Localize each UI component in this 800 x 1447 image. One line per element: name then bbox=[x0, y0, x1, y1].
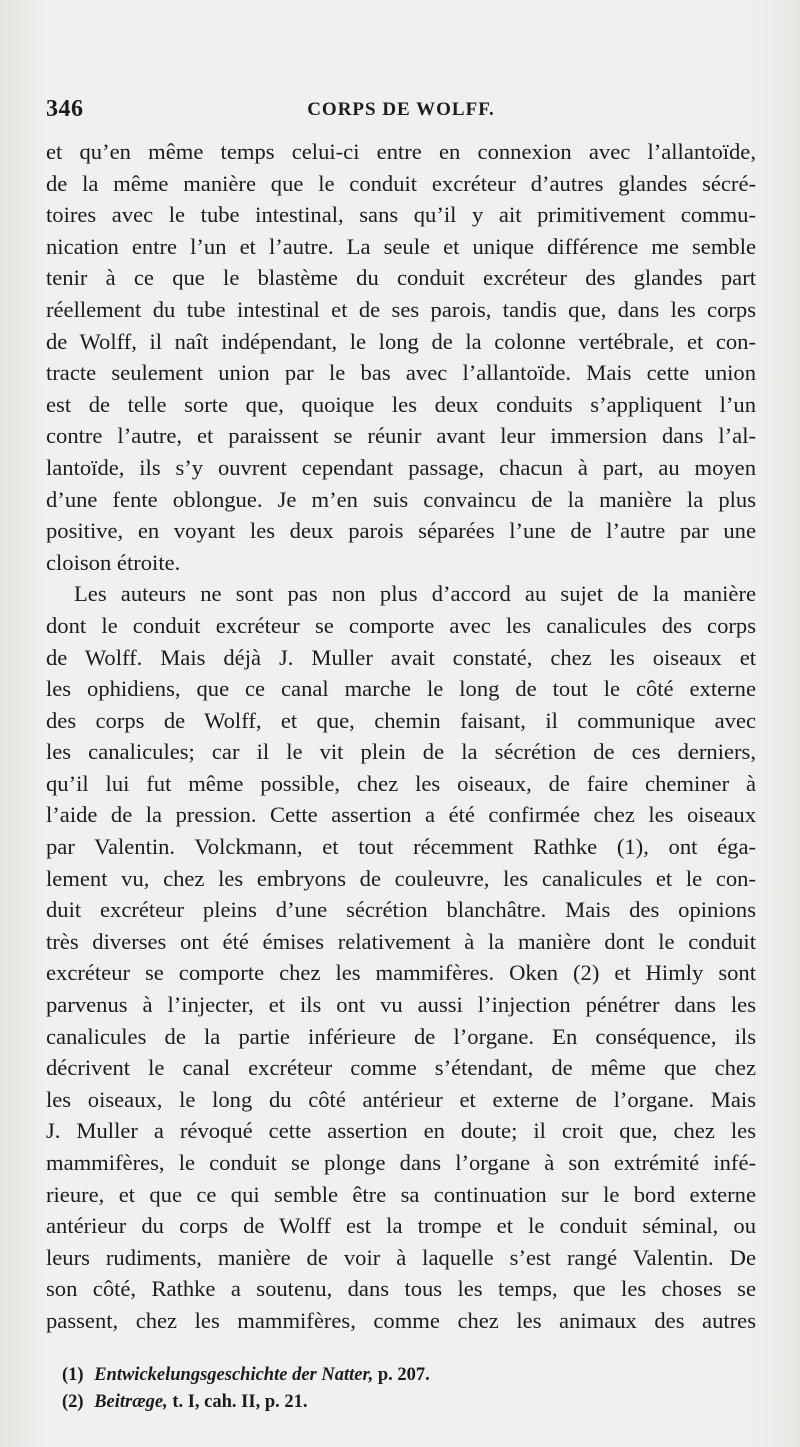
text-line: de Wolff, il naît indépendant, le long de la colonne vertébrale, et con- bbox=[46, 328, 756, 354]
text-line: réellement du tube intestinal et de ses parois, tandis que, dans les corps bbox=[46, 296, 756, 322]
paragraph-start-line: Les auteurs ne sont pas non plus d’accord au sujet de la manière bbox=[74, 581, 756, 607]
text-line: contre l’autre, et paraissent se réunir avant leur immersion dans l’al- bbox=[46, 423, 756, 449]
text-line: très diverses ont été émises relativement à la manière dont le conduit bbox=[46, 928, 756, 954]
text-line: rieure, et que ce qui semble être sa continuation sur le bord externe bbox=[46, 1181, 756, 1207]
text-line: dont le conduit excréteur se comporte avec les canalicules des corps bbox=[46, 612, 756, 638]
footnote-title: Entwickelungsgeschichte der Natter, bbox=[94, 1365, 374, 1385]
text-line: duit excréteur pleins d’une sécrétion blanchâtre. Mais des opinions bbox=[46, 897, 756, 923]
text-line: tracte seulement union par le bas avec l’allantoïde. Mais cette union bbox=[46, 360, 756, 386]
text-line: antérieur du corps de Wolff est la trompe et le conduit séminal, ou bbox=[46, 1213, 756, 1239]
text-line: d’une fente oblongue. Je m’en suis convaincu de la manière la plus bbox=[46, 486, 756, 512]
text-line: nication entre l’un et l’autre. La seule et unique différence me semble bbox=[46, 233, 756, 259]
text-line: de la même manière que le conduit excréteur d’autres glandes sécré- bbox=[46, 170, 756, 196]
page-number: 346 bbox=[46, 96, 84, 122]
text-line: les canalicules; car il le vit plein de la sécrétion de ces derniers, bbox=[46, 739, 756, 765]
text-line: les ophidiens, que ce canal marche le long de tout le côté externe bbox=[46, 676, 756, 702]
text-line: cloison étroite. bbox=[46, 549, 181, 575]
text-line: positive, en voyant les deux parois séparées l’une de l’autre par une bbox=[46, 518, 756, 544]
footnote-ref: t. I, cah. II, p. 21. bbox=[172, 1392, 308, 1412]
text-line: toires avec le tube intestinal, sans qu’il y ait primitivement commu- bbox=[46, 202, 756, 228]
footnote-ref: p. 207. bbox=[377, 1365, 430, 1385]
footnote-mark: (2) bbox=[62, 1392, 84, 1412]
footnote-title: Beitræge, bbox=[94, 1392, 168, 1412]
footnotes bbox=[62, 1362, 752, 1416]
body-text bbox=[46, 136, 756, 1337]
text-line: mammifères, le conduit se plonge dans l’organe à son extrémité infé- bbox=[46, 1150, 756, 1175]
text-line: son côté, Rathke a soutenu, dans tous les temps, que les choses se bbox=[46, 1276, 756, 1302]
text-line: tenir à ce que le blastème du conduit excréteur des glandes part bbox=[46, 265, 756, 291]
text-line: et qu’en même temps celui-ci entre en connexion avec l’allantoïde, bbox=[46, 139, 756, 164]
footnote bbox=[62, 1362, 752, 1389]
text-line: les oiseaux, le long du côté antérieur et externe de l’organe. Mais bbox=[46, 1086, 756, 1112]
text-line: lantoïde, ils s’y ouvrent cependant passage, chacun à part, au moyen bbox=[46, 454, 756, 480]
text-line: de Wolff. Mais déjà J. Muller avait constaté, chez les oiseaux et bbox=[46, 644, 756, 670]
text-line: leurs rudiments, manière de voir à laquelle s’est rangé Valentin. De bbox=[46, 1244, 756, 1270]
footnote bbox=[62, 1389, 752, 1416]
text-line: J. Muller a révoqué cette assertion en doute; il croit que, chez les bbox=[46, 1118, 756, 1144]
text-line: canalicules de la partie inférieure de l’organe. En conséquence, ils bbox=[46, 1023, 756, 1049]
text-line: des corps de Wolff, et que, chemin faisant, il communique avec bbox=[46, 707, 756, 733]
text-line: est de telle sorte que, quoique les deux conduits s’appliquent l’un bbox=[46, 391, 756, 417]
text-line: passent, chez les mammifères, comme chez les animaux des autres bbox=[46, 1307, 756, 1333]
running-title: CORPS DE WOLFF. bbox=[307, 99, 495, 120]
text-line: l’aide de la pression. Cette assertion a été confirmée chez les oiseaux bbox=[46, 802, 756, 828]
text-line: excréteur se comporte chez les mammifères. Oken (2) et Himly sont bbox=[46, 960, 756, 986]
page-header bbox=[46, 96, 756, 128]
footnote-mark: (1) bbox=[62, 1365, 84, 1385]
text-line: lement vu, chez les embryons de couleuvre, les canalicules et le con- bbox=[46, 865, 756, 891]
text-line: qu’il lui fut même possible, chez les oiseaux, de faire cheminer à bbox=[46, 770, 756, 796]
text-line: par Valentin. Volckmann, et tout récemment Rathke (1), ont éga- bbox=[46, 834, 756, 860]
text-line: parvenus à l’injecter, et ils ont vu aussi l’injection pénétrer dans les bbox=[46, 992, 756, 1018]
text-line: décrivent le canal excréteur comme s’étendant, de même que chez bbox=[46, 1055, 756, 1081]
